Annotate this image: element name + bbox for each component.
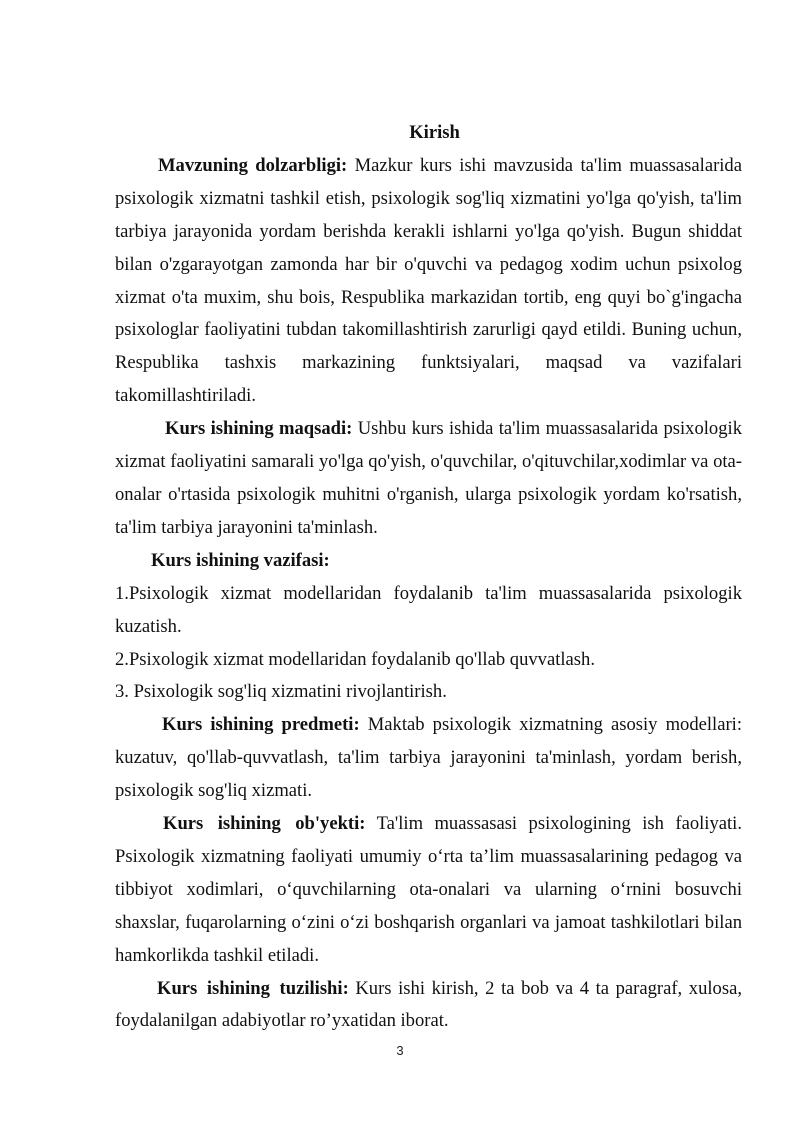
paragraph-text: Ta'lim muassasasi psixologining ish faoliyati. Psixologik xizmatning faoliyati umumiy o‘rta ta’lim muassasalarining pedagog va tibbiyot xodimlari, o‘quvchilarning ota-onalari va ularning o‘rnini bosuvchi shaxslar, fuqarolarning o‘zini o‘zi boshqarish organlari va jamoat tashkilotlari bilan hamkorlikda tashkil etiladi.: [115, 813, 742, 966]
paragraph-text: Maktab psixologik xizmatning asosiy modellari: kuzatuv, qo'llab-quvvatlash, ta'lim tarbiya jarayonini ta'minlash, yordam berish, psixologik sog'liq xizmati.: [115, 714, 742, 802]
paragraph-subject: [115, 709, 742, 808]
paragraph-structure: [115, 973, 742, 1039]
paragraph-heading: Mavzuning dolzarbligi:: [158, 154, 348, 176]
paragraph-text: Ushbu kurs ishida ta'lim muassasalarida psixologik xizmat faoliyatini samarali yo'lga qo'yish, o'quvchilar, o'qituvchilar,xodimlar va ota-onalar o'rtasida psixologik muhitni o'rganish, ularga psixologik yordam ko'rsatish, ta'lim tarbiya jarayonini ta'minlash.: [115, 418, 742, 538]
paragraph-text: Kurs ishi kirish, 2 ta bob va 4 ta paragraf, xulosa, foydalanilgan adabiyotlar ro’yxatidan iborat.: [115, 977, 742, 1032]
paragraph-object: [115, 808, 742, 973]
page-title: Kirish: [409, 122, 460, 143]
paragraph-heading: Kurs ishining tuzilishi:: [157, 977, 349, 999]
paragraph-tasks-heading: [115, 545, 742, 578]
paragraph-heading: Kurs ishining vazifasi:: [151, 549, 330, 571]
list-item: 1.Psixologik xizmat modellaridan foydalanib ta'lim muassasalarida psixologik kuzatish.: [115, 582, 742, 637]
paragraph-relevance: [115, 150, 742, 413]
paragraph-goal: [115, 413, 742, 545]
paragraph-text: Mazkur kurs ishi mavzusida ta'lim muassasalarida psixologik xizmatni tashkil etish, psixologik sog'liq xizmatini yo'lga qo'yish, ta'lim tarbiya jarayonida yordam berishda kerakli ishlarni yo'lga qo'yish. Bugun shiddat bilan o'zgarayotgan zamonda har bir o'quvchi va pedagog xodim uchun psixolog xizmat o'ta muxim, shu bois, Respublika markazidan tortib, eng quyi bo`g'ingacha psixologlar faoliyatini tubdan takomillashtirish zarurligi qayd etildi. Buning uchun, Respublika tashxis markazining funktsiyalari, maqsad va vazifalari takomillashtiriladi.: [115, 154, 742, 407]
paragraph-heading: Kurs ishining predmeti:: [162, 714, 360, 736]
page-number: 3: [396, 1043, 404, 1058]
list-item: 2.Psixologik xizmat modellaridan foydalanib qo'llab quvvatlash.: [115, 648, 595, 670]
paragraph-heading: Kurs ishining ob'yekti:: [163, 813, 366, 835]
paragraph-heading: Kurs ishining maqsadi:: [165, 418, 353, 440]
document-body: [115, 117, 742, 1038]
list-item: 3. Psixologik sog'liq xizmatini rivojlantirish.: [115, 681, 447, 703]
